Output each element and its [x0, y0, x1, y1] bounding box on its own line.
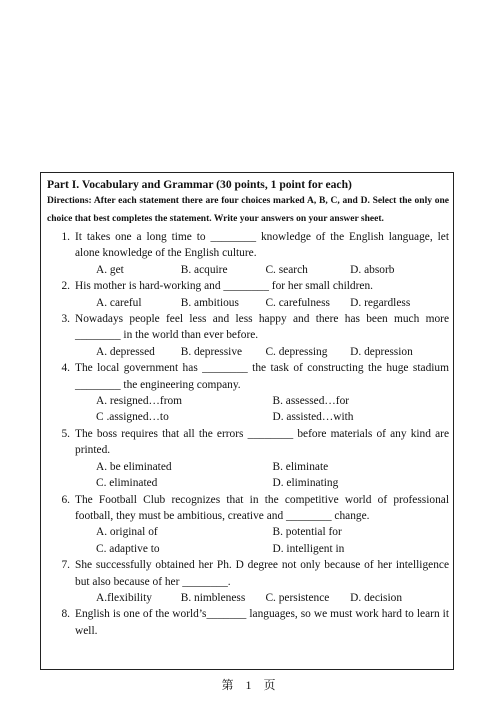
option-a: A. get	[96, 263, 124, 276]
option-d: D. absorb	[350, 263, 395, 276]
option-a: A. careful	[96, 296, 142, 309]
section-directions: Directions: After each statement there are four choices marked A, B, C, and D. Select the only one choice that best completes the statement. Write your answers on your answer sheet.	[47, 196, 449, 224]
question-text: The Football Club recognizes that in the competitive world of professional football, they must be ambitious, creative and ________ change.	[75, 493, 449, 522]
question-5	[47, 426, 449, 492]
option-d: D. decision	[350, 591, 403, 604]
option-c: C. search	[265, 263, 308, 276]
option-b: B. acquire	[180, 263, 228, 276]
question-2	[47, 278, 449, 311]
option-a: A. depressed	[96, 345, 155, 358]
question-number: 6.	[61, 493, 70, 506]
option-c: C. persistence	[265, 591, 330, 604]
option-d: D. intelligent in	[272, 542, 345, 555]
options-row	[47, 590, 449, 606]
question-text: The boss requires that all the errors ________ before materials of any kind are printed.	[75, 427, 449, 457]
options-row	[47, 541, 449, 557]
question-text: Nowadays people feel less and less happy and there has been much more ________ in the world than ever before.	[75, 313, 449, 342]
options-row	[47, 475, 449, 491]
option-a: A.flexibility	[96, 591, 152, 604]
options-row	[47, 524, 449, 540]
options-row	[47, 262, 449, 278]
question-text: It takes one a long time to ________ knowledge of the English language, let alone knowledge of the English culture.	[75, 231, 449, 260]
option-d: D. regardless	[350, 296, 411, 309]
options-row	[47, 459, 449, 475]
option-b: B. eliminate	[272, 460, 329, 473]
option-b: B. nimbleness	[180, 591, 246, 604]
option-a: A. original of	[96, 526, 158, 539]
option-b: B. potential for	[272, 526, 342, 539]
option-c: C .assigned…to	[96, 411, 169, 424]
option-d: D. assisted…with	[272, 411, 354, 424]
question-6	[47, 492, 449, 558]
option-b: B. ambitious	[180, 296, 239, 309]
question-7	[47, 557, 449, 606]
option-c: C. depressing	[265, 345, 328, 358]
option-a: A. be eliminated	[96, 460, 172, 473]
question-number: 4.	[61, 362, 70, 375]
options-row	[47, 344, 449, 360]
question-text: His mother is hard-working and ________ for her small children.	[75, 280, 373, 293]
question-text: English is one of the world’s_______ languages, so we must work hard to learn it well.	[75, 608, 449, 637]
options-row	[47, 295, 449, 311]
options-row	[47, 409, 449, 425]
question-section	[40, 172, 454, 670]
option-b: B. depressive	[180, 345, 243, 358]
question-number: 7.	[61, 559, 70, 572]
question-3	[47, 311, 449, 360]
question-number: 8.	[61, 608, 70, 621]
question-text: She successfully obtained her Ph. D degree not only because of her intelligence but also because of her ________.	[75, 559, 449, 588]
question-number: 2.	[61, 280, 70, 293]
option-d: D. depression	[350, 345, 413, 358]
option-c: C. carefulness	[265, 296, 330, 309]
question-8	[47, 606, 449, 639]
question-text: The local government has ________ the task of constructing the huge stadium ________ the engineering company.	[75, 362, 449, 391]
section-title: Part I. Vocabulary and Grammar (30 points, 1 point for each)	[47, 178, 352, 191]
option-a: A. resigned…from	[96, 395, 183, 408]
question-4	[47, 360, 449, 426]
question-number: 5.	[61, 427, 70, 440]
question-number: 1.	[61, 231, 70, 243]
page-number: 第 1 页	[221, 678, 276, 692]
options-row	[47, 393, 449, 409]
option-b: B. assessed…for	[272, 395, 350, 408]
option-d: D. eliminating	[272, 477, 339, 490]
question-1	[47, 229, 449, 278]
question-number: 3.	[61, 313, 70, 326]
option-c: C. adaptive to	[96, 542, 160, 555]
option-c: C. eliminated	[96, 477, 158, 490]
